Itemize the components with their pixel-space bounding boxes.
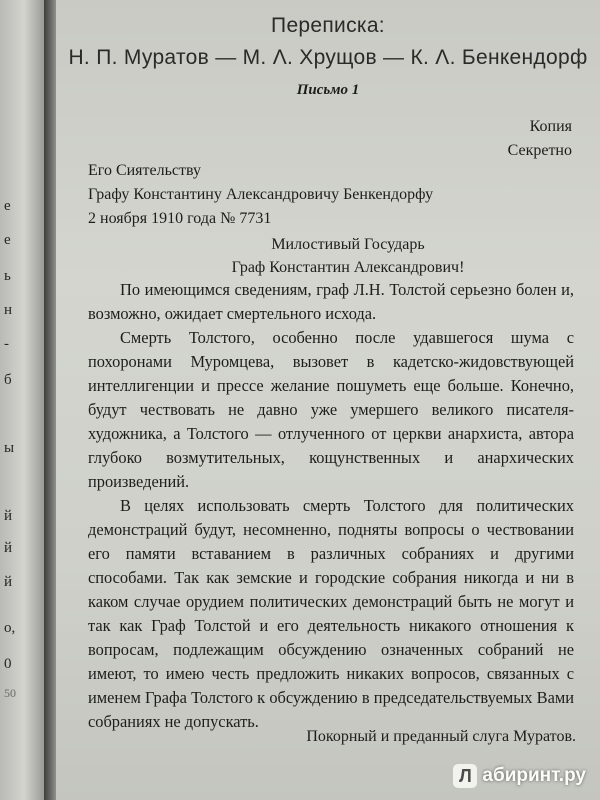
salutation-line: Милостивый Государь — [271, 236, 425, 253]
left-page-fragment: й — [4, 508, 13, 524]
address-line: Графу Константину Александровичу Бенкендорфу — [88, 186, 434, 203]
left-page-edge — [0, 0, 44, 800]
letter-title: Письмо 1 — [296, 82, 360, 98]
left-page-fragment: о, — [4, 620, 16, 636]
labirint-watermark — [453, 764, 586, 788]
left-page-fragment: н — [4, 302, 13, 318]
left-page-fragment: 0 — [4, 656, 12, 672]
salutation-line: Граф Константин Александрович! — [231, 259, 465, 276]
signature-line: Покорный и преданный слуга Муратов. — [306, 728, 576, 745]
left-page-fragment: е — [4, 232, 11, 248]
book-page — [56, 0, 600, 800]
left-page-fragment: б — [4, 372, 12, 388]
left-page-fragment: ь — [4, 268, 11, 284]
letter-date-number: 2 ноября 1910 года № 7731 — [88, 210, 272, 227]
left-page-fragment: - — [4, 336, 9, 352]
body-paragraph: Смерть Толстого, особенно после удавшегося шума с похоронами Муромцева, вызовет в кадетско-жидовствующей интеллигенции и прессе желание пошуметь еще больше. Конечно, будут чествовать не давно уже умершего великого писателя-художника, а Толстого — отлученного от церкви анархиста, автора глубоко возмутительных, кощунственных и анархических произведений. — [88, 328, 574, 491]
address-line: Его Сиятельству — [88, 162, 202, 179]
secret-mark: Секретно — [507, 142, 572, 159]
labirint-logo-icon: Л — [453, 764, 477, 788]
left-page-fragment: й — [4, 574, 13, 590]
body-paragraph: В целях использовать смерть Толстого для политических демонстраций будут, несомненно, подняты вопросы о чествовании его памяти вставанием в различных собраниях и другими способами. Так как земские и городские собрания никогда и ни в каком случае орудием политических демонстраций быть не могут и так как Граф Толстой и его деятельность никакого отношения к вопросам, подлежащим обсуждению означенных собраний не имеют, то имею честь предложить никаких вопросов, связанных с именем Графа Толстого к обсуждению в председательствуемых Вами собраниях не допускать. — [88, 496, 574, 731]
letter-body — [88, 278, 574, 734]
left-page-fragment: е — [4, 198, 11, 214]
left-page-number: 50 — [4, 686, 16, 700]
copy-mark: Копия — [529, 118, 572, 135]
left-page-fragment: й — [4, 540, 13, 556]
heading-correspondents: Н. П. Муратов — М. Λ. Хрущов — К. Λ. Бенкендорф — [68, 46, 588, 69]
watermark-text: абиринт.ру — [482, 765, 586, 786]
book-gutter — [44, 0, 56, 800]
heading-title: Переписка: — [271, 14, 385, 37]
left-page-fragment: ы — [4, 440, 15, 456]
body-paragraph: По имеющимся сведениям, граф Л.Н. Толстой серьезно болен и, возможно, ожидает смертельного исхода. — [88, 280, 574, 323]
